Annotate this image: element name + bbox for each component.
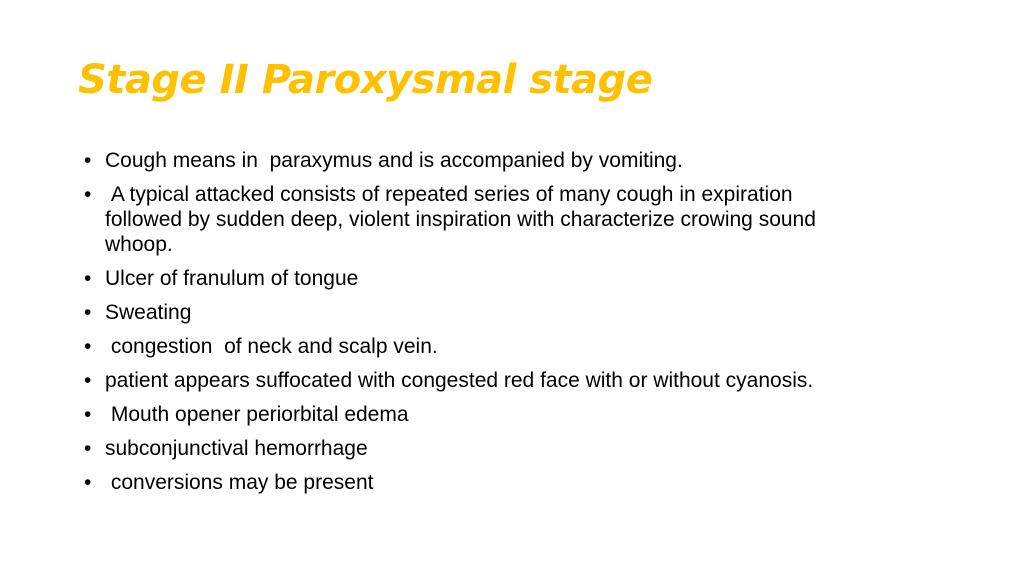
bullet-list [84, 148, 844, 504]
bullet-item: • congestion of neck and scalp vein. [84, 334, 844, 359]
bullet-item: • Ulcer of franulum of tongue [84, 266, 844, 291]
bullet-item: • A typical attacked consists of repeated series of many cough in expiration followed by sudden deep, violent inspiration with characterize crowing sound whoop. [84, 182, 844, 257]
bullet-item: • Sweating [84, 300, 844, 325]
bullet-item: • conversions may be present [84, 470, 844, 495]
bullet-item: • Cough means in paraxymus and is accompanied by vomiting. [84, 148, 844, 173]
bullet-item: • Mouth opener periorbital edema [84, 402, 844, 427]
bullet-item: • patient appears suffocated with congested red face with or without cyanosis. [84, 368, 844, 393]
bullet-item: • subconjunctival hemorrhage [84, 436, 844, 461]
slide-title: Stage II Paroxysmal stage [78, 57, 653, 103]
